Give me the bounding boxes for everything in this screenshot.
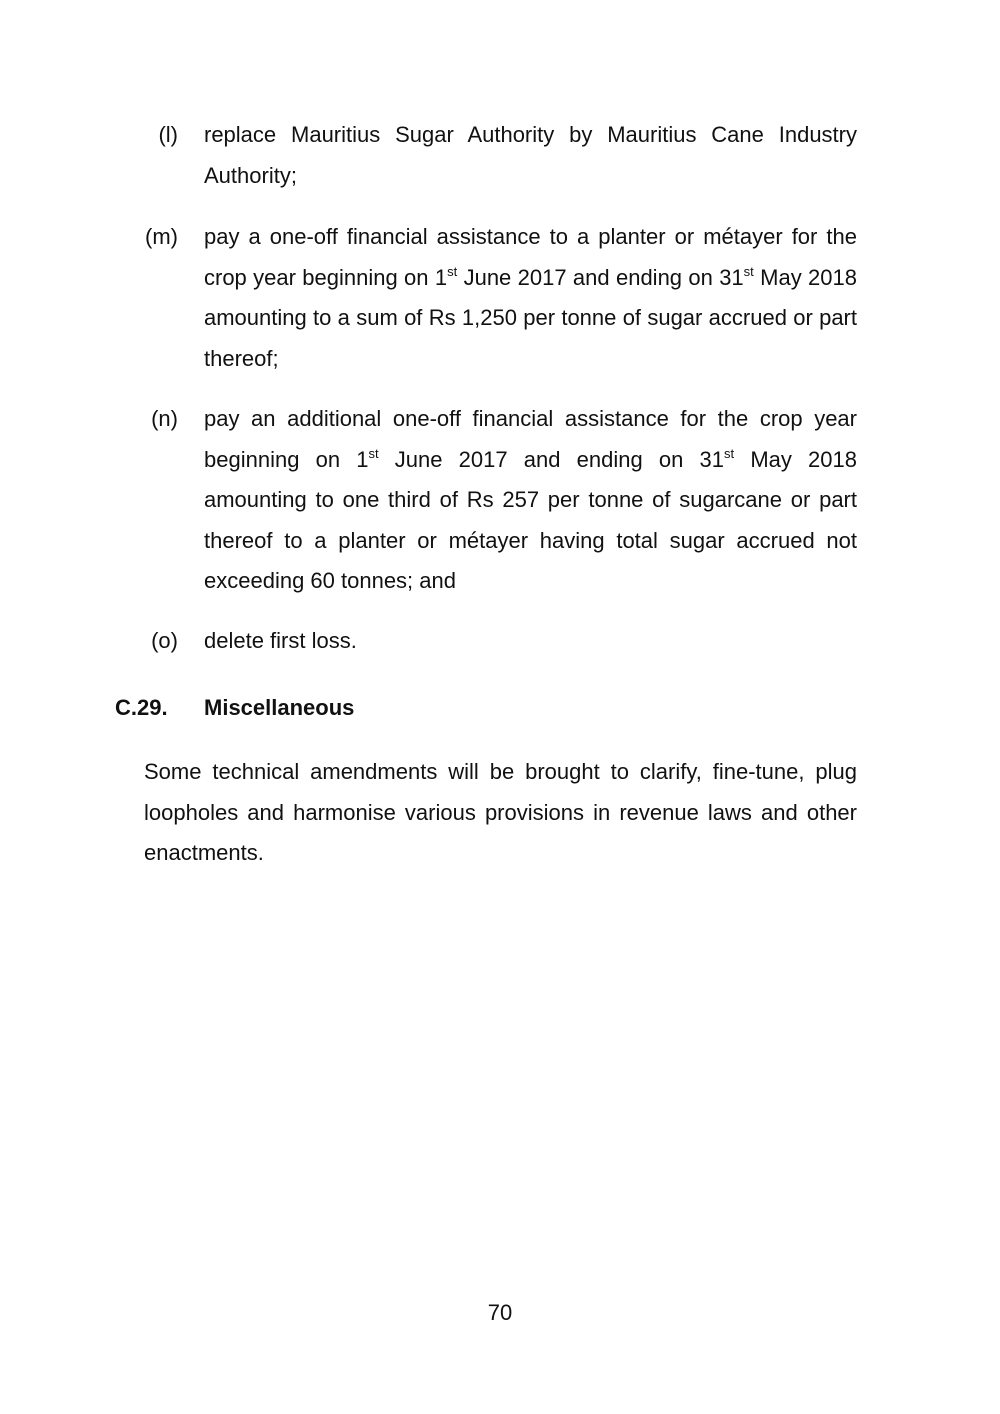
item-label: (o) (151, 628, 178, 653)
item-text: replace Mauritius Sugar Authority by Mauritius Cane Industry Authority; (204, 122, 857, 188)
section-paragraph: Some technical amendments will be brought to clarify, fine-tune, plug loopholes and harmonise various provisions in revenue laws and other enactments. (144, 759, 857, 865)
section-number: C.29. (115, 695, 168, 720)
item-label: (m) (145, 224, 178, 249)
item-text: pay a one-off financial assistance to a planter or métayer for the crop year beginning on 1st June 2017 and ending on 31st May 2018 amounting to a sum of Rs 1,250 per tonne of sugar accrued or part thereof; (204, 224, 857, 371)
item-label: (n) (151, 406, 178, 431)
item-label: (l) (158, 122, 178, 147)
section-title: Miscellaneous (204, 695, 355, 720)
item-text: delete first loss. (204, 628, 357, 653)
item-text: pay an additional one-off financial assistance for the crop year beginning on 1st June 2017 and ending on 31st May 2018 amounting to one third of Rs 257 per tonne of sugarcane or part thereof to a planter or métayer having total sugar accrued not exceeding 60 tonnes; and (204, 406, 857, 593)
page-number: 70 (487, 1300, 513, 1325)
